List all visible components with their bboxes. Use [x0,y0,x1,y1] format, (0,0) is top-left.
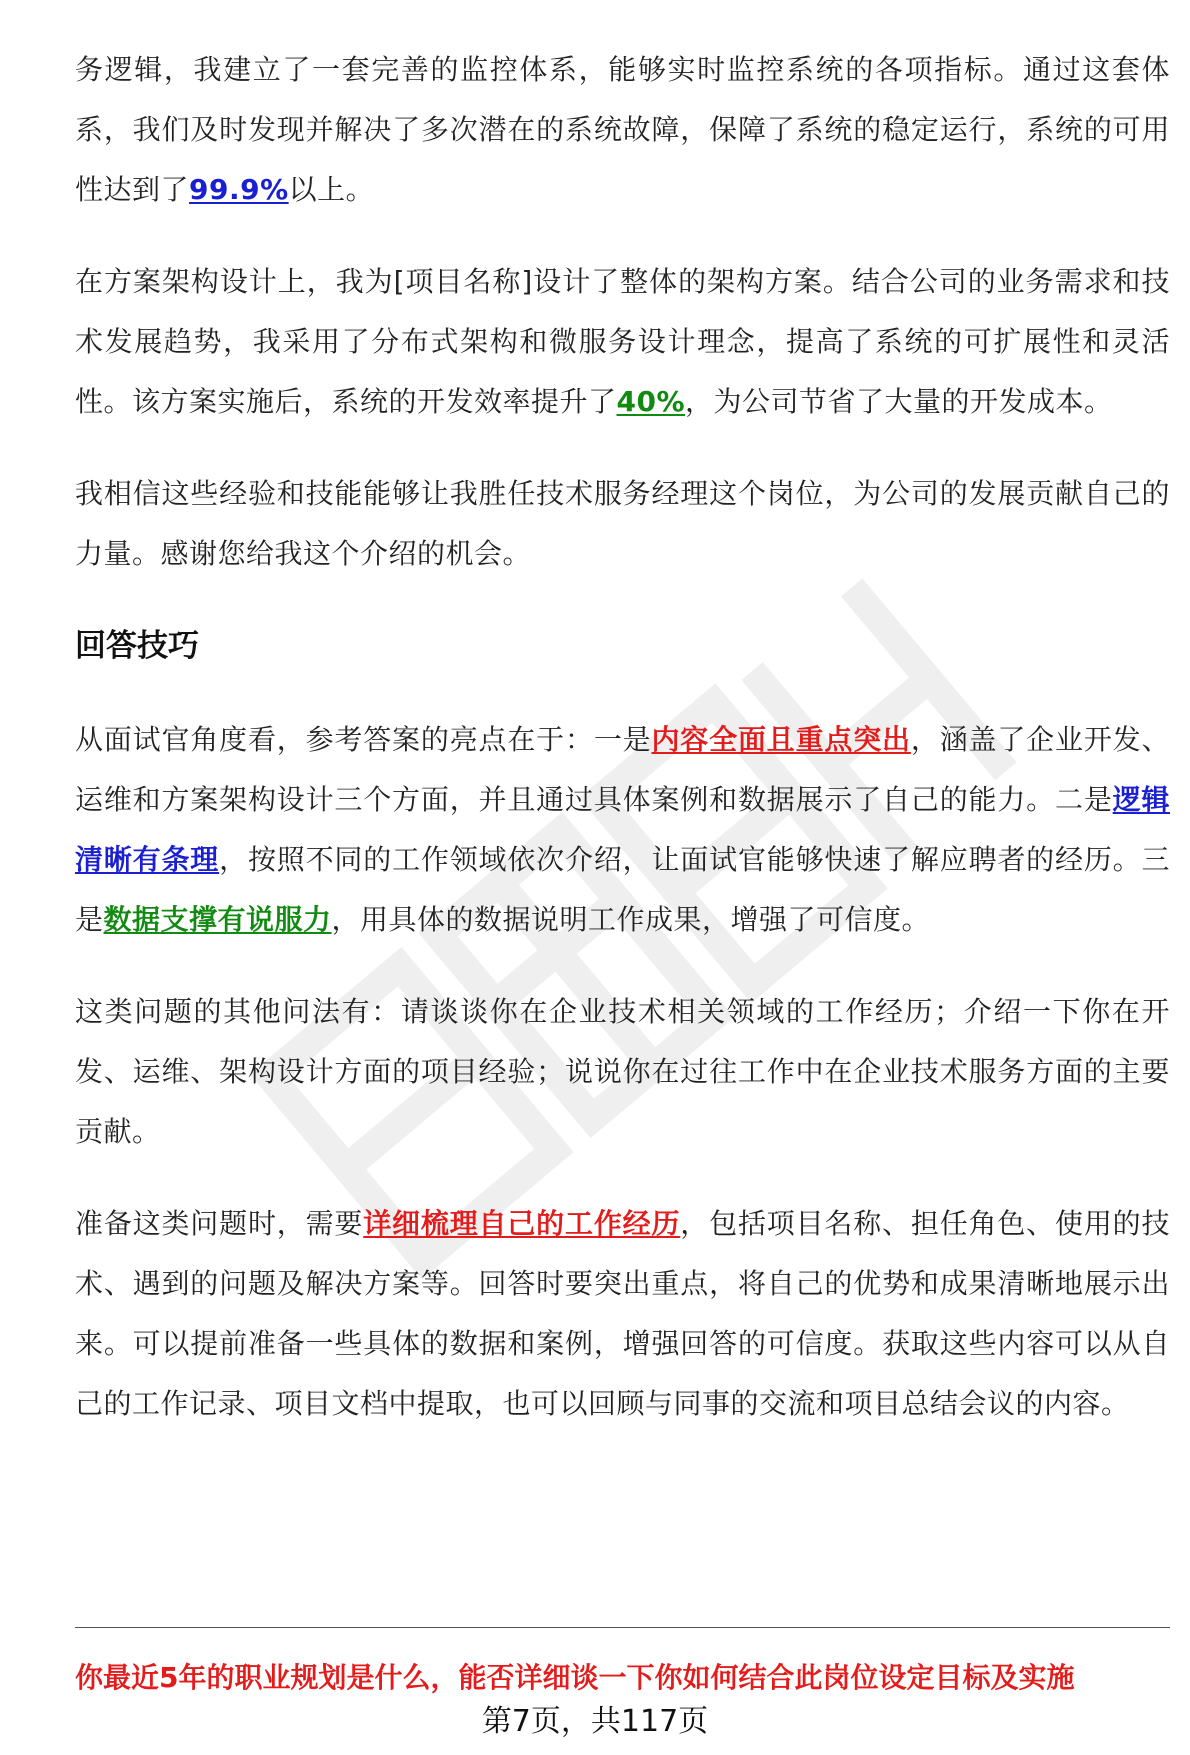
tips-p1-text-2: ，涵盖了企业开发、运维和方案架构设计三个方面，并且通过具体案例和数据展示了自己的能力。二是 [75,723,1170,816]
answer-paragraph-closing [75,464,1170,584]
highlight-review-experience: 详细梳理自己的工作经历 [363,1207,681,1240]
answer-paragraph-operations [75,40,1170,220]
answer-p1-text: 务逻辑，我建立了一套完善的监控体系，能够实时监控系统的各项指标。通过这套体系，我们及时发现并解决了多次潜在的系统故障，保障了系统的稳定运行，系统的可用性达到了 [75,53,1170,206]
tips-p1-text-1: 从面试官角度看，参考答案的亮点在于：一是 [75,723,652,756]
section-divider [75,1627,1170,1628]
next-question-title: 你最近5年的职业规划是什么，能否详细谈一下你如何结合此岗位设定目标及实施 [75,1661,1075,1694]
tips-paragraph-highlights [75,710,1170,950]
answer-paragraph-architecture [75,252,1170,432]
tips-p2-text: 这类问题的其他问法有：请谈谈你在企业技术相关领域的工作经历；介绍一下你在开发、运维、架构设计方面的项目经验；说说你在过往工作中在企业技术服务方面的主要贡献。 [75,995,1170,1148]
tips-p1-text-4: ，用具体的数据说明工作成果，增强了可信度。 [331,903,931,936]
tips-p3-text-2: ，包括项目名称、担任角色、使用的技术、遇到的问题及解决方案等。回答时要突出重点，将自己的优势和成果清晰地展示出来。可以提前准备一些具体的数据和案例，增强回答的可信度。获取这些内容可以从自己的工作记录、项目文档中提取，也可以回顾与同事的交流和项目总结会议的内容。 [75,1207,1170,1420]
answer-p1-tail: 以上。 [288,173,375,206]
tips-heading: 回答技巧 [75,628,199,664]
tips-p1-text-3: ，按照不同的工作领域依次介绍，让面试官能够快速了解应聘者的经历。三是 [75,843,1170,936]
tips-p3-text-1: 准备这类问题时，需要 [75,1207,364,1240]
tips-paragraph-preparation [75,1194,1170,1434]
highlight-comprehensive: 内容全面且重点突出 [651,723,911,756]
efficiency-highlight: 40% [616,385,686,418]
answer-p2-tail: ，为公司节省了大量的开发成本。 [685,385,1113,418]
tips-paragraph-variants [75,982,1170,1162]
answer-p2-text: 在方案架构设计上，我为[项目名称]设计了整体的架构方案。结合公司的业务需求和技术发展趋势，我采用了分布式架构和微服务设计理念，提高了系统的可扩展性和灵活性。该方案实施后，系统的开发效率提升了 [75,265,1170,418]
highlight-logical: 逻辑清晰有条理 [75,783,1170,876]
availability-highlight: 99.9% [189,173,289,206]
document-body [75,40,1170,1466]
highlight-data-support: 数据支撑有说服力 [103,903,332,936]
page-number: 第7页，共117页 [481,1704,709,1739]
answer-p3-text: 我相信这些经验和技能能够让我胜任技术服务经理这个岗位，为公司的发展贡献自己的力量。感谢您给我这个介绍的机会。 [75,477,1170,570]
